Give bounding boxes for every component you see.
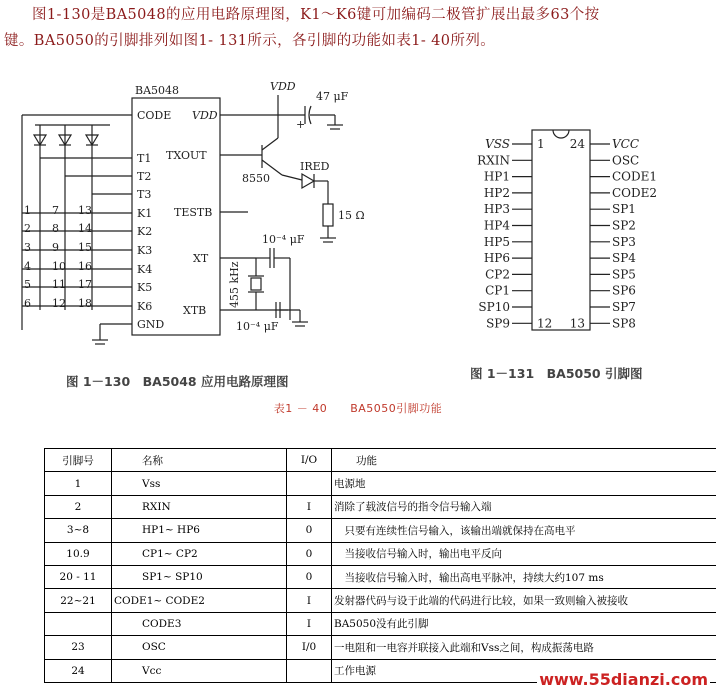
pin-name-right: SP5 <box>612 267 636 282</box>
pin-xt: XT <box>193 252 209 265</box>
cell-io: 0 <box>287 519 332 542</box>
matrix-number: 4 <box>24 260 31 273</box>
pin-name-left: HP1 <box>483 169 510 184</box>
matrix-number: 18 <box>78 297 92 310</box>
pin-name-right: SP1 <box>612 202 636 217</box>
cell-pin-no: 20 - 11 <box>45 565 112 588</box>
cell-name: HP1~ HP6 <box>112 519 287 542</box>
pin-k6: K6 <box>137 300 153 313</box>
pin-name-right: SP6 <box>612 283 636 298</box>
vdd-label: VDD <box>270 80 296 93</box>
matrix-number: 1 <box>24 204 31 217</box>
led-label: IRED <box>300 160 330 173</box>
intro-text <box>4 2 712 54</box>
cell-pin-no: 3~8 <box>45 519 112 542</box>
pin-name-left: VSS <box>485 137 510 151</box>
pin-txout: TXOUT <box>166 149 207 162</box>
cell-io <box>287 659 332 682</box>
cap-xt-label: 10⁻⁴ μF <box>262 233 305 246</box>
pin-xtb: XTB <box>183 304 207 317</box>
header-name: 名称 <box>112 449 287 472</box>
fig-131-pinout <box>460 122 700 332</box>
matrix-number: 13 <box>78 204 92 217</box>
pin-name-left: CP1 <box>485 283 510 298</box>
pin-code: CODE <box>137 109 172 122</box>
pin-vdd: VDD <box>192 109 218 122</box>
matrix-number: 12 <box>52 297 66 310</box>
pin-gnd: GND <box>137 318 165 331</box>
key-matrix <box>24 204 92 310</box>
cell-pin-no <box>45 612 112 635</box>
cell-io: 0 <box>287 565 332 588</box>
header-function: 功能 <box>332 449 716 472</box>
table-caption: 表1 － 40 BA5050引脚功能 <box>273 402 443 415</box>
cap-xtb-label: 10⁻⁴ μF <box>236 320 279 333</box>
fig-130-caption: 图 1－130 BA5048 应用电路原理图 <box>66 374 289 389</box>
cell-function: 只要有连续性信号输入，该输出端就保持在高电平 <box>332 519 716 542</box>
pin-k4: K4 <box>137 263 153 276</box>
pin-name-left: SP10 <box>478 300 510 314</box>
cell-name: Vcc <box>112 659 287 682</box>
table-row <box>45 612 716 635</box>
matrix-number: 8 <box>52 222 59 235</box>
intro-line-2: 键。BA5050的引脚排列如图1- 131所示，各引脚的功能如表1- 40所列。 <box>4 33 496 49</box>
matrix-number: 3 <box>24 241 31 254</box>
matrix-number: 5 <box>24 278 31 291</box>
matrix-number: 15 <box>78 241 92 254</box>
pin-name-right: SP7 <box>612 300 636 314</box>
table-row <box>45 542 716 565</box>
pin-t2: T2 <box>137 170 152 183</box>
pin-number-left: 1 <box>537 137 545 151</box>
cell-function: 一电阻和一电容并联接入此端和Vss之间，构成振荡电路 <box>332 636 716 659</box>
cell-name: CP1~ CP2 <box>112 542 287 565</box>
pin-number-right: 24 <box>569 137 585 151</box>
cell-function: 当接收信号输入时，输出高电平脉冲，持续大约107 ms <box>332 565 716 588</box>
pin-name-right: OSC <box>612 153 640 168</box>
pin-name-right: SP4 <box>612 251 636 266</box>
header-io: I/O <box>287 449 332 472</box>
pin-name-right: SP2 <box>612 218 636 233</box>
pin-name-right: CODE2 <box>612 185 658 200</box>
cell-function: 工作电源 <box>332 659 716 682</box>
cell-pin-no: 22~21 <box>45 589 112 612</box>
resistor-label: 15 Ω <box>338 209 365 222</box>
cell-function: 发射器代码与设于此端的代码进行比较，如果一致则输入被接收 <box>332 589 716 612</box>
matrix-number: 7 <box>52 204 59 217</box>
cell-io: 0 <box>287 542 332 565</box>
cell-io: I <box>287 612 332 635</box>
cell-function: 消除了载波信号的指令信号输入端 <box>332 495 716 518</box>
watermark: www.55dianzi.com <box>539 670 708 689</box>
matrix-number: 2 <box>24 222 31 235</box>
cap1-plus: + <box>296 118 306 131</box>
cell-function: 当接收信号输入时，输出电平反向 <box>332 542 716 565</box>
matrix-number: 10 <box>52 260 66 273</box>
matrix-number: 17 <box>78 278 92 291</box>
table-row <box>45 589 716 612</box>
table-row <box>45 519 716 542</box>
cell-name: OSC <box>112 636 287 659</box>
pin-name-left: HP3 <box>483 202 510 217</box>
cell-pin-no: 10.9 <box>45 542 112 565</box>
matrix-number: 16 <box>78 260 92 273</box>
pin-k5: K5 <box>137 281 153 294</box>
pin-name-left: SP9 <box>486 316 510 331</box>
cell-io: I/0 <box>287 636 332 659</box>
table-row <box>45 472 716 495</box>
pin-number-right: 13 <box>569 316 585 331</box>
cell-name: SP1~ SP10 <box>112 565 287 588</box>
pin-name-left: HP6 <box>483 251 510 266</box>
pin-number-left: 12 <box>537 316 553 331</box>
pin-t3: T3 <box>137 188 152 201</box>
cell-function: BA5050没有此引脚 <box>332 612 716 635</box>
matrix-number: 11 <box>52 278 66 291</box>
cell-name: CODE1~ CODE2 <box>112 589 287 612</box>
pin-name-left: HP2 <box>483 185 510 200</box>
cap1-label: 47 μF <box>316 90 349 103</box>
intro-line-1: 图1-130是BA5048的应用电路原理图，K1～K6键可加编码二极管扩展出最多63个按 <box>32 7 600 23</box>
fig-130-schematic <box>0 62 400 362</box>
pin-name-right: VCC <box>612 137 640 151</box>
pin-testb: TESTB <box>174 206 213 219</box>
matrix-number: 14 <box>78 222 92 235</box>
pin-name-right: SP3 <box>612 234 636 249</box>
chip-name: BA5048 <box>135 84 180 97</box>
table-row <box>45 495 716 518</box>
pin-k1: K1 <box>137 207 153 220</box>
pin-name-right: CODE1 <box>612 169 658 184</box>
cell-function: 电源地 <box>332 472 716 495</box>
fig-131-caption: 图 1－131 BA5050 引脚图 <box>470 366 643 381</box>
header-pin-no: 引脚号 <box>45 449 112 472</box>
pin-k3: K3 <box>137 244 153 257</box>
pin-function-table <box>44 448 716 683</box>
cell-pin-no: 1 <box>45 472 112 495</box>
pin-name-right: SP8 <box>612 316 636 331</box>
matrix-number: 9 <box>52 241 59 254</box>
cell-pin-no: 23 <box>45 636 112 659</box>
pin-name-left: HP4 <box>483 218 510 233</box>
pin-k2: K2 <box>137 225 153 238</box>
pin-name-left: RXIN <box>477 153 510 168</box>
cell-io: I <box>287 589 332 612</box>
cell-pin-no: 2 <box>45 495 112 518</box>
pin-name-left: HP5 <box>483 234 510 249</box>
cell-io <box>287 472 332 495</box>
pin-t1: T1 <box>137 152 152 165</box>
transistor-label: 8550 <box>242 172 270 185</box>
cell-name: CODE3 <box>112 612 287 635</box>
cell-name: Vss <box>112 472 287 495</box>
table-header-row <box>45 449 716 472</box>
crystal-label: 455 kHz <box>228 261 241 308</box>
pin-name-left: CP2 <box>485 267 510 282</box>
table-row <box>45 636 716 659</box>
cell-io: I <box>287 495 332 518</box>
table-row <box>45 565 716 588</box>
cell-name: RXIN <box>112 495 287 518</box>
matrix-number: 6 <box>24 297 31 310</box>
cell-pin-no: 24 <box>45 659 112 682</box>
